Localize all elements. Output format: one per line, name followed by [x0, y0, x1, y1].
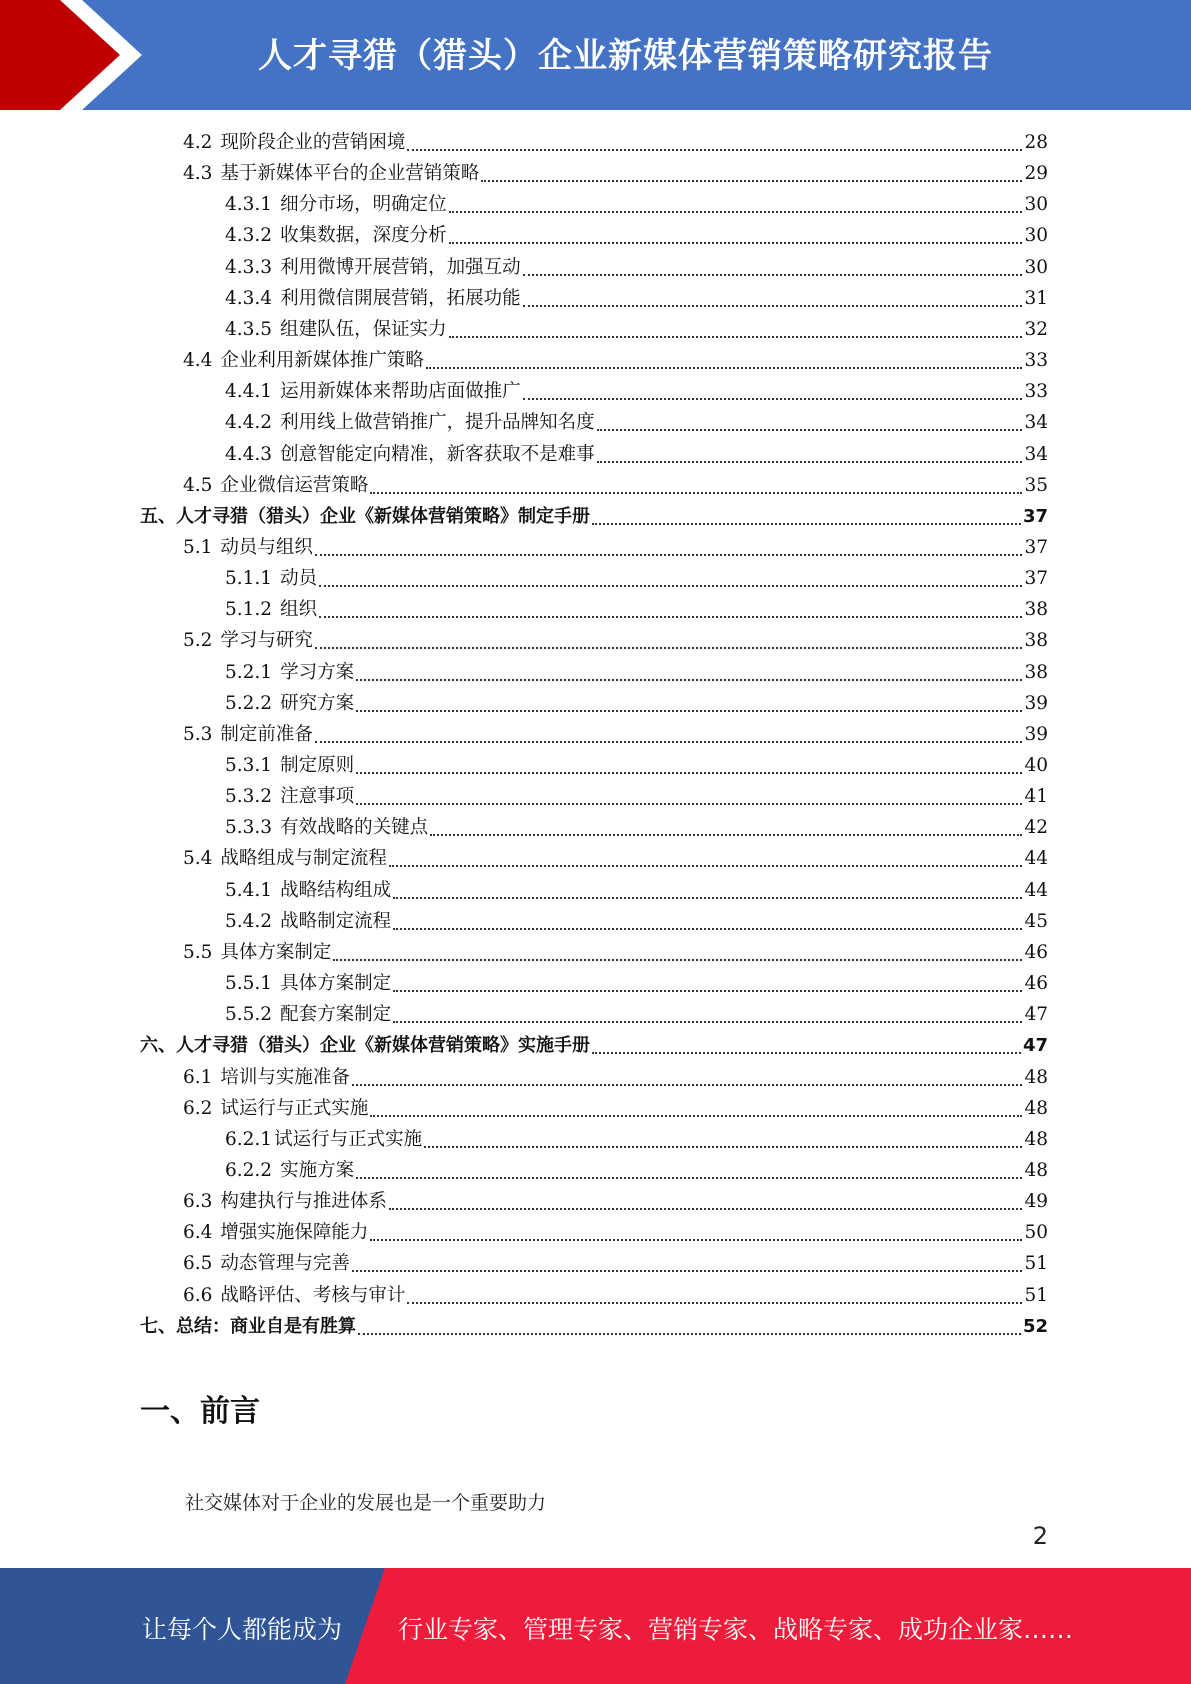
toc-entry-label — [225, 658, 354, 684]
toc-entry-number: 4.2 — [183, 132, 213, 153]
toc-entry-text: 组织 — [280, 599, 318, 621]
toc-entry-text: 细分市场，明确定位 — [280, 194, 447, 216]
toc-entry-label — [183, 1281, 405, 1307]
toc-dot-leader — [424, 1146, 1022, 1148]
toc-entry-page: 48 — [1024, 1097, 1048, 1119]
toc-entry-number: 4.3.3 — [225, 256, 273, 278]
toc-entry[interactable] — [225, 751, 1048, 782]
toc-entry[interactable] — [225, 595, 1048, 626]
toc-entry[interactable] — [183, 1187, 1048, 1218]
toc-entry-number: 5.4 — [183, 848, 213, 870]
toc-entry-text: 七、总结：商业自是有胜算 — [140, 1315, 356, 1337]
toc-dot-leader — [356, 772, 1022, 774]
toc-entry-page: 49 — [1024, 1191, 1048, 1213]
toc-entry-text: 现阶段企业的营销困境 — [220, 132, 406, 153]
toc-entry-label — [140, 1312, 356, 1338]
toc-entry-label — [183, 471, 368, 497]
toc-entry-number: 6.2.1 — [225, 1128, 273, 1150]
toc-entry-label — [225, 782, 354, 808]
toc-entry-number: 5.1 — [183, 536, 213, 558]
toc-dot-leader — [333, 959, 1022, 961]
toc-entry-number: 4.3.2 — [225, 225, 273, 247]
toc-entry-page: 47 — [1022, 1035, 1048, 1057]
toc-entry[interactable] — [225, 876, 1048, 907]
toc-entry-label — [183, 626, 313, 652]
toc-entry-text: 收集数据，深度分析 — [280, 225, 447, 247]
toc-entry-text: 学习方案 — [280, 661, 355, 683]
toc-entry-label — [225, 190, 447, 216]
toc-entry-label — [183, 346, 424, 372]
toc-entry[interactable] — [225, 1000, 1048, 1031]
toc-entry-text: 企业微信运营策略 — [220, 474, 369, 496]
toc-entry[interactable] — [225, 813, 1048, 844]
toc-entry-label — [183, 128, 405, 154]
toc-dot-leader — [449, 336, 1023, 338]
toc-dot-leader — [389, 1208, 1023, 1210]
toc-entry[interactable] — [183, 844, 1048, 875]
toc-entry-number: 4.5 — [183, 474, 213, 496]
toc-entry-label — [183, 844, 387, 870]
toc-entry-text: 创意智能定向精准，新客获取不是难事 — [280, 443, 595, 465]
toc-entry-page: 47 — [1024, 1004, 1048, 1026]
toc-dot-leader — [315, 647, 1023, 649]
toc-entry-number: 4.4.1 — [225, 381, 273, 403]
toc-entry-label — [183, 159, 479, 185]
toc-entry[interactable] — [225, 1156, 1048, 1187]
toc-entry-page: 37 — [1022, 505, 1048, 527]
toc-entry[interactable] — [225, 377, 1048, 408]
toc-entry-page: 31 — [1024, 287, 1048, 309]
toc-entry-label — [225, 1156, 354, 1182]
toc-entry[interactable] — [225, 190, 1048, 221]
toc-entry-page: 33 — [1024, 350, 1048, 372]
toc-entry[interactable] — [225, 689, 1048, 720]
toc-entry-number: 5.2 — [183, 630, 213, 652]
toc-entry-number: 4.3.4 — [225, 287, 273, 309]
toc-entry-text: 战略组成与制定流程 — [220, 848, 387, 870]
toc-entry-label — [140, 502, 590, 528]
toc-entry-label — [225, 377, 521, 403]
toc-entry-text: 试运行与正式实施 — [220, 1097, 369, 1119]
toc-entry-page: 46 — [1024, 941, 1048, 963]
toc-entry-text: 组建队伍，保证实力 — [280, 318, 447, 340]
toc-entry-number: 5.2.2 — [225, 692, 273, 714]
toc-entry-number: 5.3 — [183, 723, 213, 745]
toc-entry[interactable] — [183, 471, 1048, 502]
toc-entry[interactable] — [183, 626, 1048, 657]
toc-entry-text: 战略结构组成 — [280, 879, 392, 901]
toc-entry-page: 39 — [1024, 692, 1048, 714]
toc-entry-page: 30 — [1024, 194, 1048, 216]
toc-dot-leader — [597, 461, 1023, 463]
toc-entry-label — [225, 969, 391, 995]
toc-entry[interactable] — [183, 1218, 1048, 1249]
toc-entry[interactable] — [183, 128, 1048, 159]
toc-entry-page: 30 — [1024, 225, 1048, 247]
toc-entry-number: 4.4 — [183, 350, 213, 372]
toc-entry-label — [225, 221, 447, 247]
toc-entry-text: 利用微信開展营销，拓展功能 — [280, 287, 521, 309]
toc-entry[interactable] — [225, 440, 1048, 471]
toc-entry[interactable] — [140, 1312, 1048, 1343]
toc-dot-leader — [315, 741, 1023, 743]
toc-entry-page: 35 — [1024, 474, 1048, 496]
toc-entry-label — [225, 564, 317, 590]
toc-entry[interactable] — [183, 1094, 1048, 1125]
toc-dot-leader — [523, 398, 1023, 400]
toc-entry-text: 运用新媒体来帮助店面做推广 — [280, 381, 521, 403]
toc-entry-label — [225, 689, 354, 715]
toc-entry-page: 38 — [1024, 661, 1048, 683]
toc-dot-leader — [407, 1302, 1022, 1304]
toc-dot-leader — [356, 1177, 1022, 1179]
toc-entry-page: 28 — [1024, 132, 1048, 153]
toc-entry-label — [225, 253, 521, 279]
toc-entry-text: 六、人才寻猎（猎头）企业《新媒体营销策略》实施手册 — [140, 1035, 590, 1057]
toc-entry-label — [183, 938, 331, 964]
toc-entry-text: 构建执行与推进体系 — [220, 1191, 387, 1213]
toc-entry-text: 有效战略的关键点 — [280, 817, 429, 839]
toc-dot-leader — [592, 523, 1021, 525]
toc-entry-number: 5.4.2 — [225, 910, 273, 932]
toc-entry-label — [183, 720, 313, 746]
toc-entry-number: 4.3.5 — [225, 318, 273, 340]
page-footer — [0, 1568, 1191, 1684]
toc-entry-page: 37 — [1024, 536, 1048, 558]
toc-entry-number: 6.4 — [183, 1222, 213, 1244]
toc-entry[interactable] — [225, 969, 1048, 1000]
page-header — [0, 0, 1191, 110]
footer-slogan-right: 行业专家、管理专家、营销专家、战略专家、成功企业家…… — [398, 1615, 1074, 1644]
toc-entry[interactable] — [183, 938, 1048, 969]
toc-entry-text: 利用微博开展营销，加强互动 — [280, 256, 521, 278]
toc-dot-leader — [370, 1239, 1022, 1241]
toc-entry[interactable] — [183, 1281, 1048, 1312]
toc-entry-text: 五、人才寻猎（猎头）企业《新媒体营销策略》制定手册 — [140, 505, 590, 527]
toc-dot-leader — [592, 1052, 1021, 1054]
toc-entry-page: 51 — [1024, 1253, 1048, 1275]
toc-entry-page: 38 — [1024, 630, 1048, 652]
toc-entry[interactable] — [140, 502, 1048, 533]
toc-dot-leader — [449, 242, 1023, 244]
toc-dot-leader — [358, 1333, 1021, 1335]
toc-entry[interactable] — [225, 221, 1048, 252]
toc-dot-leader — [523, 305, 1023, 307]
toc-entry-number: 6.6 — [183, 1284, 213, 1306]
toc-entry-number: 6.2 — [183, 1097, 213, 1119]
toc-entry-page: 41 — [1024, 786, 1048, 808]
toc-entry-number: 5.5 — [183, 941, 213, 963]
toc-entry-text: 动员与组织 — [220, 536, 313, 558]
toc-entry[interactable] — [183, 159, 1048, 190]
toc-entry-text: 制定前准备 — [220, 723, 313, 745]
toc-entry[interactable] — [225, 284, 1048, 315]
toc-entry-label — [225, 315, 447, 341]
toc-entry-number: 5.5.1 — [225, 973, 273, 995]
toc-entry-label — [225, 813, 428, 839]
toc-entry[interactable] — [183, 1063, 1048, 1094]
toc-dot-leader — [315, 554, 1023, 556]
toc-entry-page: 30 — [1024, 256, 1048, 278]
section-heading: 一、前言 — [140, 1394, 260, 1429]
toc-entry-page: 48 — [1024, 1159, 1048, 1181]
toc-entry-text: 具体方案制定 — [220, 941, 332, 963]
toc-entry-page: 50 — [1024, 1222, 1048, 1244]
toc-entry-page: 45 — [1024, 910, 1048, 932]
toc-entry-page: 34 — [1024, 443, 1048, 465]
toc-entry-label — [225, 284, 521, 310]
toc-entry-text: 利用线上做营销推广，提升品牌知名度 — [280, 412, 595, 434]
toc-entry-text: 增强实施保障能力 — [220, 1222, 369, 1244]
toc-entry-text: 具体方案制定 — [280, 973, 392, 995]
toc-entry-page: 29 — [1024, 163, 1048, 185]
toc-dot-leader — [352, 1270, 1023, 1272]
toc-entry-label — [225, 408, 595, 434]
toc-entry-page: 37 — [1024, 568, 1048, 590]
toc-entry-number: 5.3.1 — [225, 755, 273, 776]
toc-dot-leader — [319, 585, 1022, 587]
toc-entry[interactable] — [183, 1249, 1048, 1280]
toc-entry-page: 34 — [1024, 412, 1048, 434]
toc-entry-number: 5.5.2 — [225, 1004, 273, 1026]
toc-dot-leader — [356, 679, 1022, 681]
toc-dot-leader — [356, 710, 1022, 712]
toc-entry[interactable] — [225, 658, 1048, 689]
toc-entry-number: 5.1.1 — [225, 568, 273, 590]
toc-entry-label — [225, 440, 595, 466]
toc-dot-leader — [356, 803, 1022, 805]
toc-entry-label — [225, 1000, 391, 1026]
toc-entry-page: 51 — [1024, 1284, 1048, 1306]
toc-entry[interactable] — [225, 907, 1048, 938]
toc-entry[interactable] — [225, 408, 1048, 439]
toc-entry-label — [183, 1187, 387, 1213]
toc-entry[interactable] — [183, 346, 1048, 377]
toc-dot-leader — [370, 1115, 1022, 1117]
toc-entry[interactable] — [225, 253, 1048, 284]
toc-entry-page: 44 — [1024, 879, 1048, 901]
toc-entry-page: 48 — [1024, 1066, 1048, 1088]
toc-entry-page: 42 — [1024, 817, 1048, 839]
toc-entry[interactable] — [225, 564, 1048, 595]
toc-dot-leader — [393, 1021, 1022, 1023]
toc-entry-number: 5.2.1 — [225, 661, 273, 683]
toc-entry-label — [183, 1094, 368, 1120]
toc-entry[interactable] — [140, 1031, 1048, 1062]
toc-entry[interactable] — [225, 782, 1048, 813]
toc-entry-number: 5.3.3 — [225, 817, 273, 839]
body-paragraph: 社交媒体对于企业的发展也是一个重要助力 — [185, 1492, 547, 1514]
toc-entry-text: 实施方案 — [280, 1159, 355, 1181]
toc-entry-text: 制定原则 — [280, 755, 355, 776]
toc-entry-label — [183, 1063, 350, 1089]
toc-entry-label — [183, 1218, 368, 1244]
toc-entry-text: 研究方案 — [280, 692, 355, 714]
toc-entry-number: 5.1.2 — [225, 599, 273, 621]
toc-entry-label — [140, 1031, 590, 1057]
toc-entry-label — [183, 1249, 350, 1275]
toc-entry-number: 4.4.2 — [225, 412, 273, 434]
toc-dot-leader — [597, 429, 1023, 431]
document-title: 人才寻猎（猎头）企业新媒体营销策略研究报告 — [258, 36, 993, 76]
toc-entry-label — [225, 595, 317, 621]
toc-entry-label — [225, 1125, 422, 1151]
toc-entry-page: 33 — [1024, 381, 1048, 403]
toc-entry-label — [183, 533, 313, 559]
toc-entry-number: 4.3.1 — [225, 194, 273, 216]
toc-entry-page: 40 — [1024, 755, 1048, 776]
toc-entry-text: 战略评估、考核与审计 — [220, 1284, 406, 1306]
toc-entry-page: 44 — [1024, 848, 1048, 870]
toc-entry-number: 6.1 — [183, 1066, 213, 1088]
page-number: 2 — [1032, 1522, 1048, 1550]
toc-entry-number: 5.4.1 — [225, 879, 273, 901]
toc-entry-page: 48 — [1024, 1128, 1048, 1150]
toc-dot-leader — [407, 149, 1022, 151]
toc-entry-number: 6.5 — [183, 1253, 213, 1275]
toc-dot-leader — [393, 897, 1022, 899]
toc-entry-page: 32 — [1024, 318, 1048, 340]
toc-dot-leader — [523, 274, 1023, 276]
toc-entry-text: 培训与实施准备 — [220, 1066, 350, 1088]
toc-entry-page: 52 — [1022, 1315, 1048, 1337]
toc-entry-label — [225, 907, 391, 933]
toc-entry-text: 动态管理与完善 — [220, 1253, 350, 1275]
toc-entry-text: 动员 — [280, 568, 318, 590]
toc-entry-text: 企业利用新媒体推广策略 — [220, 350, 424, 372]
toc-entry-number: 4.4.3 — [225, 443, 273, 465]
toc-entry-text: 试运行与正式实施 — [274, 1128, 423, 1150]
toc-entry-page: 39 — [1024, 723, 1048, 745]
footer-slogan-left: 让每个人都能成为 — [142, 1615, 343, 1644]
toc-dot-leader — [319, 616, 1022, 618]
toc-entry-text: 注意事项 — [280, 786, 355, 808]
toc-dot-leader — [481, 180, 1022, 182]
toc-entry-number: 6.2.2 — [225, 1159, 273, 1181]
toc-dot-leader — [393, 928, 1022, 930]
toc-entry-page: 38 — [1024, 599, 1048, 621]
toc-entry-text: 战略制定流程 — [280, 910, 392, 932]
toc-dot-leader — [389, 865, 1023, 867]
toc-entry-page: 46 — [1024, 973, 1048, 995]
toc-entry[interactable] — [225, 315, 1048, 346]
toc-dot-leader — [449, 211, 1023, 213]
toc-dot-leader — [393, 990, 1022, 992]
toc-entry-number: 6.3 — [183, 1191, 213, 1213]
toc-dot-leader — [430, 834, 1022, 836]
toc-dot-leader — [426, 367, 1023, 369]
toc-entry[interactable] — [183, 720, 1048, 751]
toc-entry-number: 5.3.2 — [225, 786, 273, 808]
toc-entry[interactable] — [183, 533, 1048, 564]
toc-entry-label — [225, 876, 391, 902]
toc-entry-number: 4.3 — [183, 163, 213, 185]
toc-entry-label — [225, 751, 354, 777]
toc-entry-text: 基于新媒体平台的企业营销策略 — [220, 163, 480, 185]
toc-entry-text: 配套方案制定 — [280, 1004, 392, 1026]
toc-dot-leader — [370, 492, 1022, 494]
toc-entry[interactable] — [225, 1125, 1048, 1156]
toc-dot-leader — [352, 1084, 1023, 1086]
toc-entry-text: 学习与研究 — [220, 630, 313, 652]
